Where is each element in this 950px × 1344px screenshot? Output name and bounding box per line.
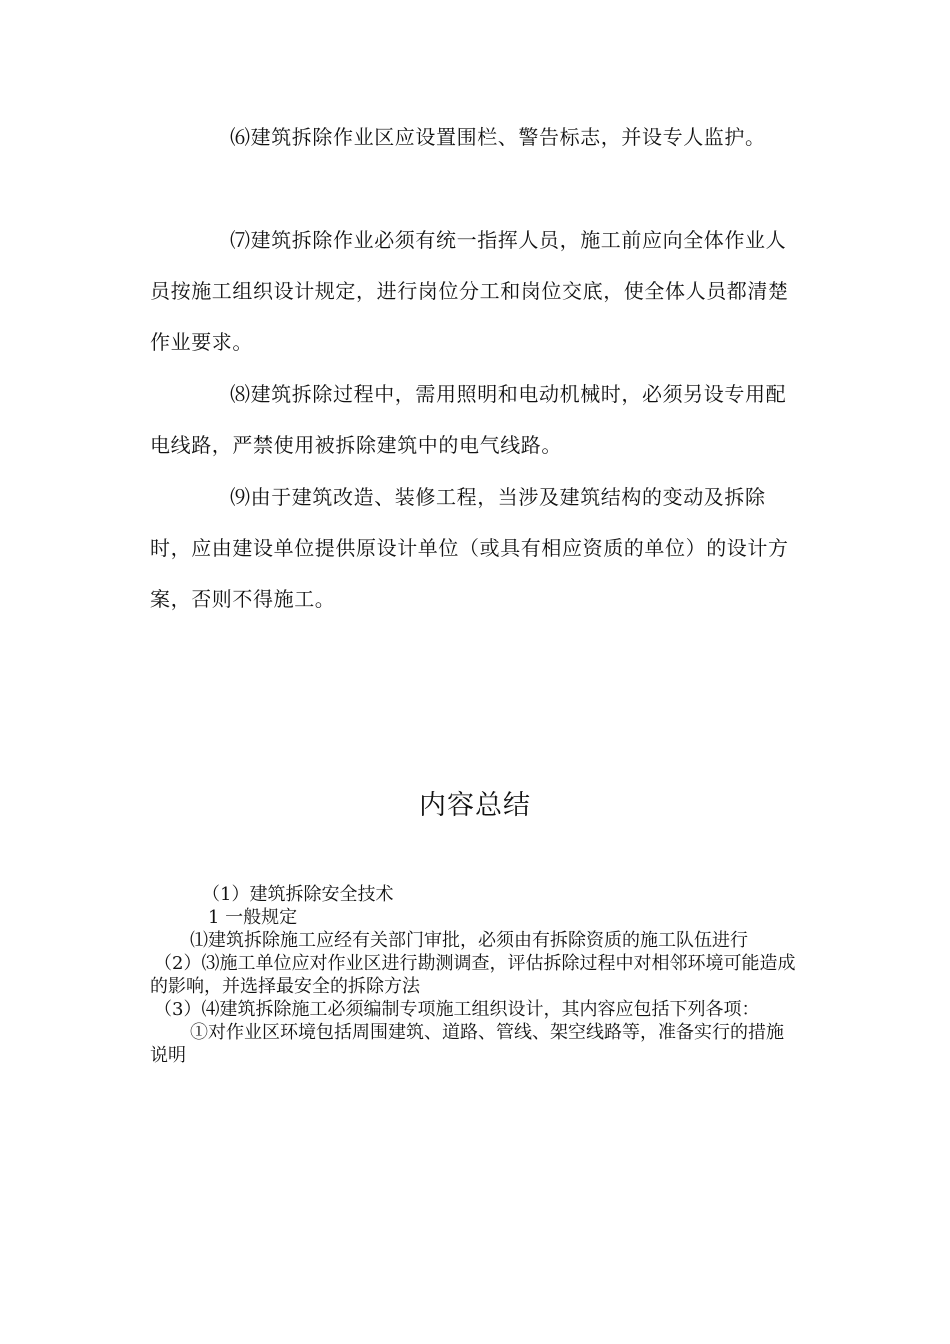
paragraph-9: ⑼由于建筑改造、装修工程，当涉及建筑结构的变动及拆除时，应由建设单位提供原设计单位（或具有相应资质的单位）的设计方案，否则不得施工。 (150, 485, 789, 611)
body-paragraph-block (150, 112, 806, 163)
body-paragraph-block (150, 472, 806, 625)
body-paragraph-block (150, 215, 806, 368)
summary-section (150, 883, 800, 1067)
paragraph-8: ⑻建筑拆除过程中，需用照明和电动机械时，必须另设专用配电线路，严禁使用被拆除建筑中的电气线路。 (150, 382, 787, 457)
summary-line-item-3: （2）⑶施工单位应对作业区进行勘测调查，评估拆除过程中对相邻环境可能造成的影响，并选择最安全的拆除方法 (150, 953, 796, 997)
summary-line-item-1: ⑴建筑拆除施工应经有关部门审批，必须由有拆除资质的施工队伍进行 (190, 930, 748, 951)
paragraph-6: ⑹建筑拆除作业区应设置围栏、警告标志，并设专人监护。 (230, 125, 766, 149)
summary-title: 内容总结 (419, 790, 531, 821)
summary-line-subheading: 1 一般规定 (208, 907, 298, 928)
summary-line-section-heading: （1）建筑拆除安全技术 (202, 884, 394, 905)
paragraph-7: ⑺建筑拆除作业必须有统一指挥人员，施工前应向全体作业人员按施工组织设计规定，进行岗位分工和岗位交底，使全体人员都清楚作业要求。 (150, 228, 789, 354)
summary-line-item-4: （3）⑷建筑拆除施工必须编制专项施工组织设计，其内容应包括下列各项： (154, 999, 760, 1020)
summary-line-subitem-1: ①对作业区环境包括周围建筑、道路、管线、架空线路等，准备实行的措施说明 (150, 1022, 784, 1066)
body-paragraph-block (150, 369, 806, 471)
